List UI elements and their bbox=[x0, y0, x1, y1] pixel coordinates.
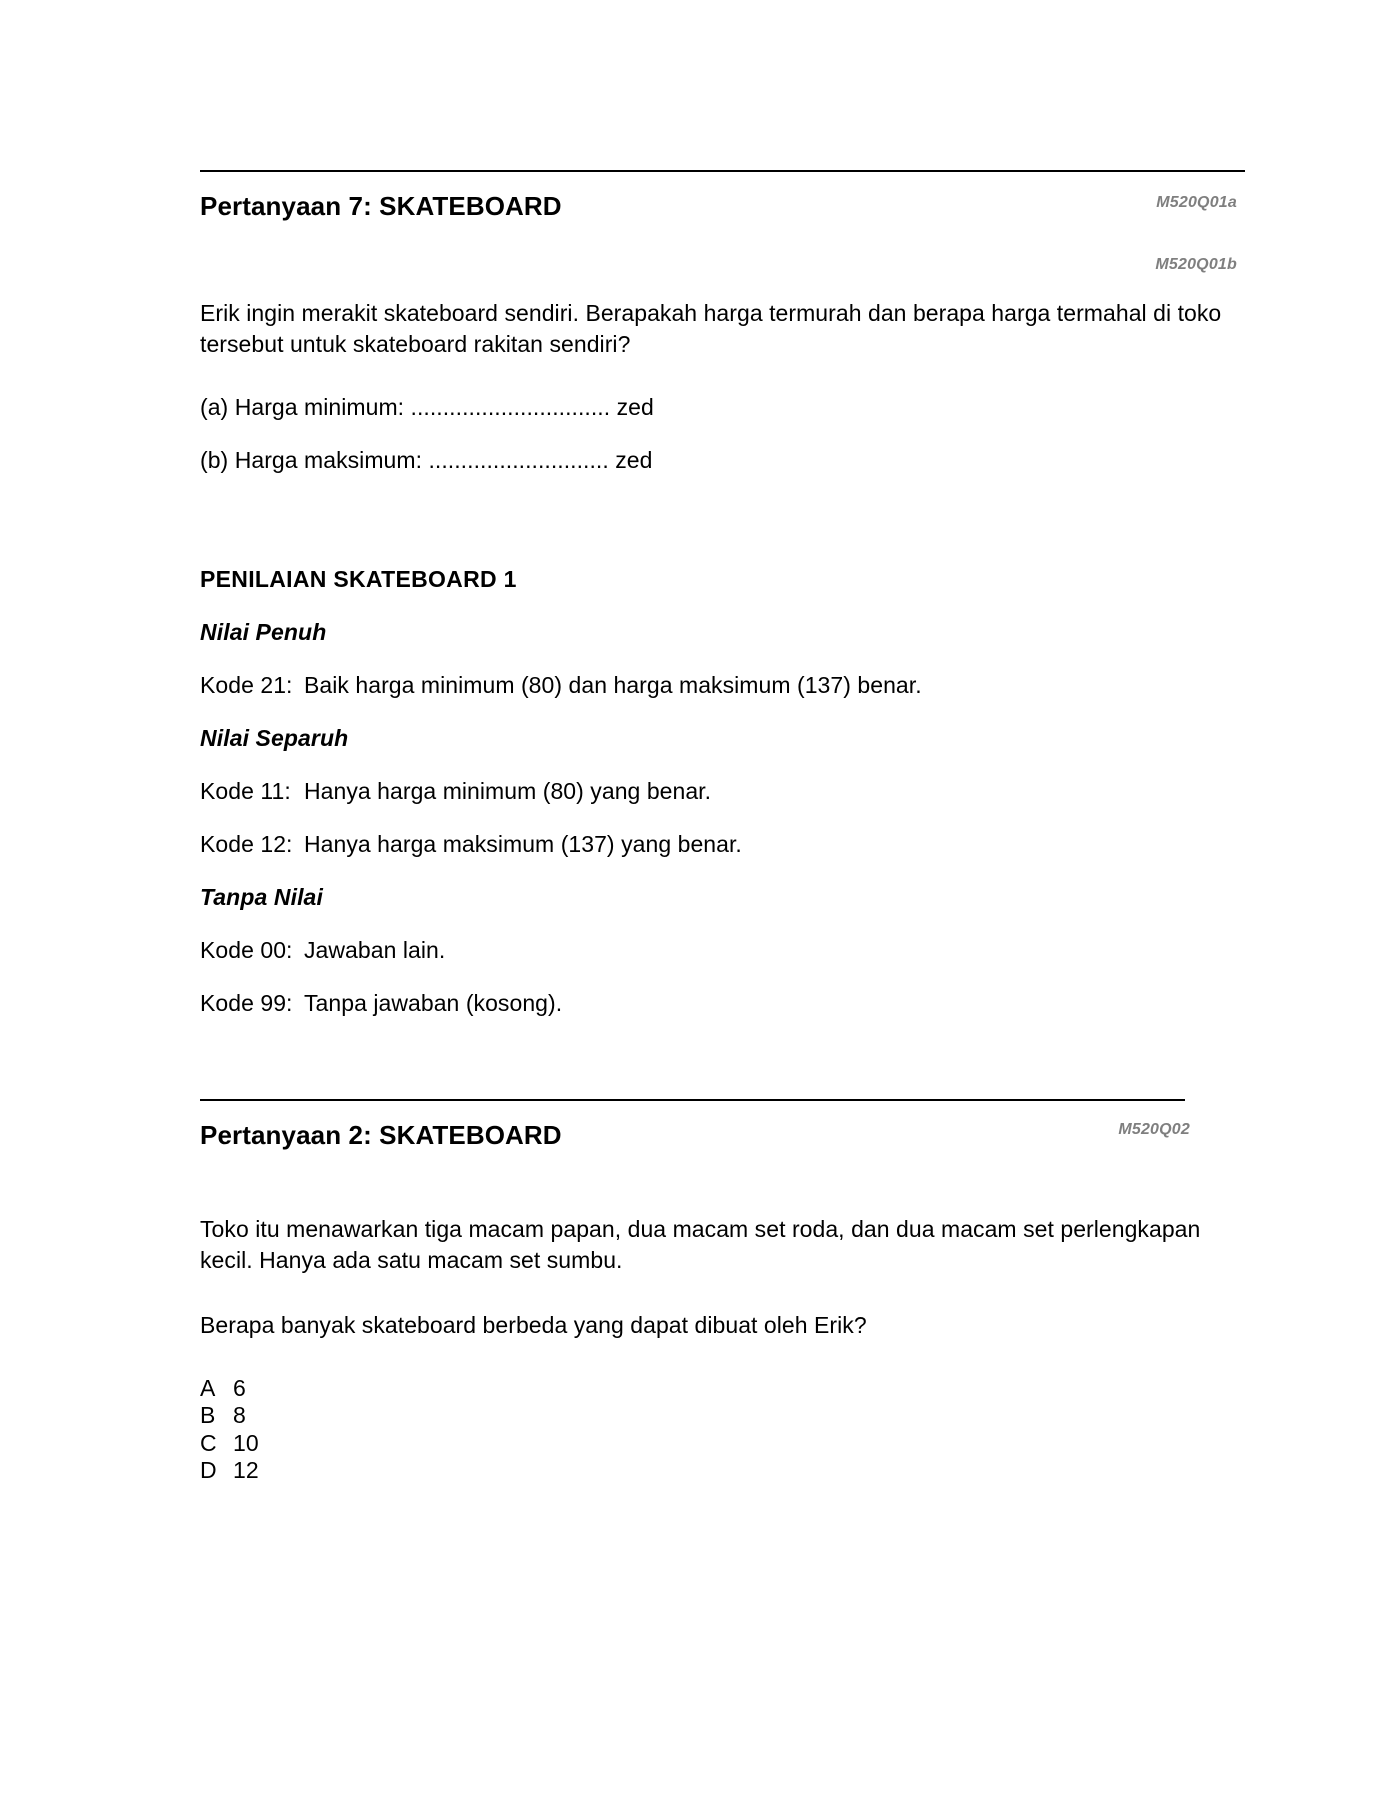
scoring-heading-full-credit: Nilai Penuh bbox=[200, 619, 327, 646]
divider-question2 bbox=[200, 1099, 1185, 1101]
option-b-text: 8 bbox=[233, 1402, 246, 1429]
question2-stem: Toko itu menawarkan tiga macam papan, dua macam set roda, dan dua macam set perlengkapan kecil. Hanya ada satu macam set sumbu. bbox=[200, 1215, 1201, 1273]
question1-code-b: M520Q01b bbox=[1155, 256, 1237, 273]
option-a[interactable] bbox=[200, 1375, 1245, 1402]
question1-header bbox=[200, 190, 1245, 273]
question1-answer-b[interactable]: (b) Harga maksimum: ............................ zed bbox=[200, 447, 653, 474]
question1-title: Pertanyaan 7: SKATEBOARD bbox=[200, 191, 562, 221]
page-content bbox=[200, 0, 1245, 1484]
question2-code: M520Q02 bbox=[1118, 1121, 1190, 1139]
scoring-code-text: Jawaban lain. bbox=[304, 937, 446, 964]
question2-title: Pertanyaan 2: SKATEBOARD bbox=[200, 1120, 562, 1151]
scoring-heading-partial-credit: Nilai Separuh bbox=[200, 725, 349, 752]
scoring-title: PENILAIAN SKATEBOARD 1 bbox=[200, 566, 517, 593]
question1-stem: Erik ingin merakit skateboard sendiri. Berapakah harga termurah dan berapa harga termahal di toko tersebut untuk skateboard rakitan sendiri? bbox=[200, 299, 1222, 357]
scoring-code-row bbox=[200, 672, 1245, 699]
question2-prompt: Berapa banyak skateboard berbeda yang dapat dibuat oleh Erik? bbox=[200, 1312, 867, 1339]
option-b-letter: B bbox=[200, 1402, 216, 1429]
option-c-letter: C bbox=[200, 1429, 217, 1456]
option-d-text: 12 bbox=[233, 1456, 259, 1483]
question2-header bbox=[200, 1119, 1245, 1152]
scoring-code-label: Kode 99: bbox=[200, 990, 293, 1017]
scoring-code-row bbox=[200, 990, 1245, 1017]
scoring-code-row bbox=[200, 831, 1245, 858]
scoring-code-text: Tanpa jawaban (kosong). bbox=[304, 990, 563, 1017]
divider-top bbox=[200, 170, 1245, 172]
scoring-heading-no-credit: Tanpa Nilai bbox=[200, 884, 323, 911]
scoring-code-row bbox=[200, 937, 1245, 964]
scoring-code-label: Kode 21: bbox=[200, 672, 293, 699]
question1-answer-a[interactable]: (a) Harga minimum: ............................... zed bbox=[200, 394, 654, 421]
scoring-code-text: Baik harga minimum (80) dan harga maksimum (137) benar. bbox=[304, 672, 922, 699]
question1-code-a: M520Q01a bbox=[1156, 194, 1237, 211]
scoring-code-label: Kode 00: bbox=[200, 937, 293, 964]
scoring-code-text: Hanya harga minimum (80) yang benar. bbox=[304, 778, 712, 805]
scoring-code-row bbox=[200, 778, 1245, 805]
option-c-text: 10 bbox=[233, 1429, 259, 1456]
option-c[interactable] bbox=[200, 1430, 1245, 1457]
option-a-letter: A bbox=[200, 1375, 216, 1402]
option-a-text: 6 bbox=[233, 1375, 246, 1402]
option-d-letter: D bbox=[200, 1456, 217, 1483]
question2-options bbox=[200, 1375, 1245, 1484]
option-d[interactable] bbox=[200, 1457, 1245, 1484]
scoring-code-text: Hanya harga maksimum (137) yang benar. bbox=[304, 831, 742, 858]
option-b[interactable] bbox=[200, 1402, 1245, 1429]
scoring-code-label: Kode 12: bbox=[200, 831, 293, 858]
scoring-code-label: Kode 11: bbox=[200, 778, 291, 805]
